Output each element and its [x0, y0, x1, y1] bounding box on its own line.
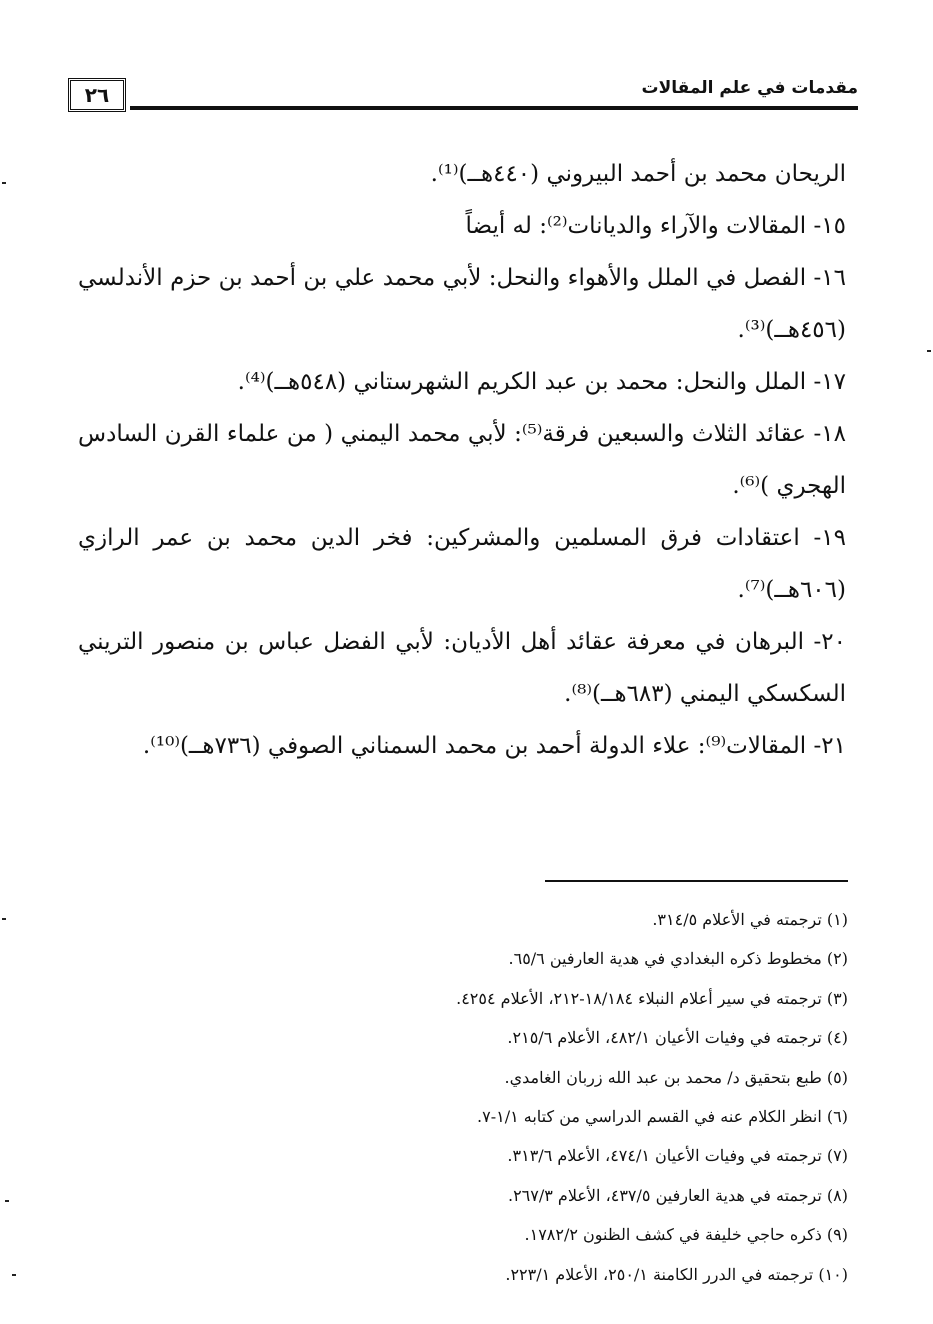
main-text [78, 148, 846, 772]
running-title: مقدمات في علم المقالات [641, 78, 858, 98]
footnote-3: (٣) ترجمته في سير أعلام النبلاء ١٨/١٨٤-٢١٢، الأعلام ٤٢٥٤. [456, 988, 848, 1008]
entry-18: ١٨- عقائد الثلاث والسبعين فرقة⁽⁵⁾: لأبي محمد اليمني ( من علماء القرن السادس الهجري )⁽⁶⁾. [78, 421, 846, 499]
footnote-6: (٦) انظر الكلام عنه في القسم الدراسي من كتابه ١/١-٧. [477, 1107, 848, 1127]
footnote-4: (٤) ترجمته في وفيات الأعيان ٤٨٢/١، الأعلام ٢١٥/٦. [507, 1028, 848, 1048]
scan-speck [12, 1274, 16, 1276]
entry-16: ١٦- الفصل في الملل والأهواء والنحل: لأبي محمد علي بن أحمد بن حزم الأندلسي (٤٥٦هــ)⁽³⁾. [78, 265, 847, 343]
header-rule [130, 106, 858, 110]
footnote-separator [545, 880, 848, 882]
entry-19: ١٩- اعتقادات فرق المسلمين والمشركين: فخر الدين محمد بن عمر الرازي (٦٠٦هــ)⁽⁷⁾. [78, 525, 846, 603]
footnotes [78, 900, 848, 1294]
footnote-2: (٢) مخطوط ذكره البغدادي في هدية العارفين ٦٥/٦. [508, 949, 848, 969]
entry-15: ١٥- المقالات والآراء والديانات⁽²⁾: له أيضاً [465, 213, 846, 239]
scan-speck [5, 1200, 9, 1202]
scan-speck [927, 350, 931, 352]
entry-17: ١٧- الملل والنحل: محمد بن عبد الكريم الشهرستاني (٥٤٨هــ)⁽⁴⁾. [237, 369, 846, 395]
footnote-9: (٩) ذكره حاجي خليفة في كشف الظنون ١٧٨٢/٢. [524, 1225, 848, 1245]
entry-20: ٢٠- البرهان في معرفة عقائد أهل الأديان: لأبي الفضل عباس بن منصور التريني السكسكي اليمني (٦٨٣هــ)⁽⁸⁾. [78, 629, 846, 707]
footnote-7: (٧) ترجمته في وفيات الأعيان ٤٧٤/١، الأعلام ٣١٣/٦. [507, 1146, 848, 1166]
scan-speck [2, 918, 6, 920]
footnote-10: (١٠) ترجمته في الدرر الكامنة ٢٥٠/١، الأعلام ٢٢٣/١. [505, 1264, 848, 1284]
footnote-5: (٥) طبع بتحقيق د/ محمد بن عبد الله زربان الغامدي. [504, 1067, 848, 1087]
page-header [68, 78, 858, 118]
entry-21: ٢١- المقالات⁽⁹⁾: علاء الدولة أحمد بن محمد السمناني الصوفي (٧٣٦هــ)⁽¹⁰⁾. [142, 733, 846, 759]
page-number: ٢٦ [68, 78, 126, 112]
body-line-continuation: الريحان محمد بن أحمد البيروني (٤٤٠هــ)⁽¹⁾. [430, 161, 846, 187]
footnote-8: (٨) ترجمته في هدية العارفين ٤٣٧/٥، الأعلام ٢٦٧/٣. [507, 1185, 848, 1205]
footnote-1: (١) ترجمته في الأعلام ٣١٤/٥. [652, 910, 848, 929]
scan-speck [2, 182, 6, 184]
